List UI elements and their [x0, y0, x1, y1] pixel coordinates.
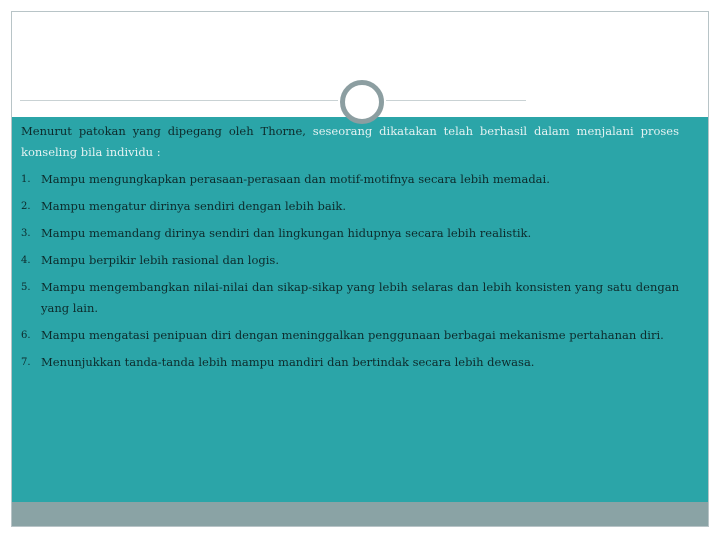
- list-item: [21, 223, 679, 244]
- list-item-number: 1.: [21, 174, 31, 185]
- list-item-text: Menunjukkan tanda-tanda lebih mampu mandiri dan bertindak secara lebih dewasa.: [41, 355, 535, 369]
- list-item-text: Mampu mengatasi penipuan diri dengan meninggalkan penggunaan berbagai mekanisme pertahanan diri.: [41, 328, 664, 342]
- slide-content: [21, 121, 679, 379]
- list-item-number: 4.: [21, 255, 31, 266]
- list-item: [21, 196, 679, 217]
- list-item-text: Mampu mengembangkan nilai-nilai dan sikap-sikap yang lebih selaras dan lebih konsisten yang satu dengan yang lain.: [41, 280, 679, 315]
- list-item: [21, 169, 679, 190]
- list-item: [21, 277, 679, 319]
- divider-line-left: [20, 100, 338, 101]
- intro-paragraph: [21, 121, 679, 163]
- list-item: [21, 250, 679, 271]
- intro-text-part2: seseorang dikatakan telah berhasil dalam menjalani proses konseling bila individu :: [21, 124, 679, 159]
- footer-bar: [12, 502, 708, 526]
- list-item: [21, 352, 679, 373]
- list-item: [21, 325, 679, 346]
- list-item-number: 6.: [21, 330, 31, 341]
- list-item-text: Mampu memandang dirinya sendiri dan lingkungan hidupnya secara lebih realistik.: [41, 226, 532, 240]
- list-item-number: 7.: [21, 357, 31, 368]
- circle-ornament-icon: [340, 80, 384, 124]
- intro-text-part1: Menurut patokan yang dipegang oleh Thorne,: [21, 124, 306, 138]
- list-item-number: 2.: [21, 201, 31, 212]
- list-item-text: Mampu berpikir lebih rasional dan logis.: [41, 253, 279, 267]
- list-item-text: Mampu mengungkapkan perasaan-perasaan dan motif-motifnya secara lebih memadai.: [41, 172, 550, 186]
- criteria-list: [21, 169, 679, 373]
- list-item-number: 3.: [21, 228, 31, 239]
- list-item-text: Mampu mengatur dirinya sendiri dengan lebih baik.: [41, 199, 347, 213]
- divider-line-right: [386, 100, 526, 101]
- list-item-number: 5.: [21, 282, 31, 293]
